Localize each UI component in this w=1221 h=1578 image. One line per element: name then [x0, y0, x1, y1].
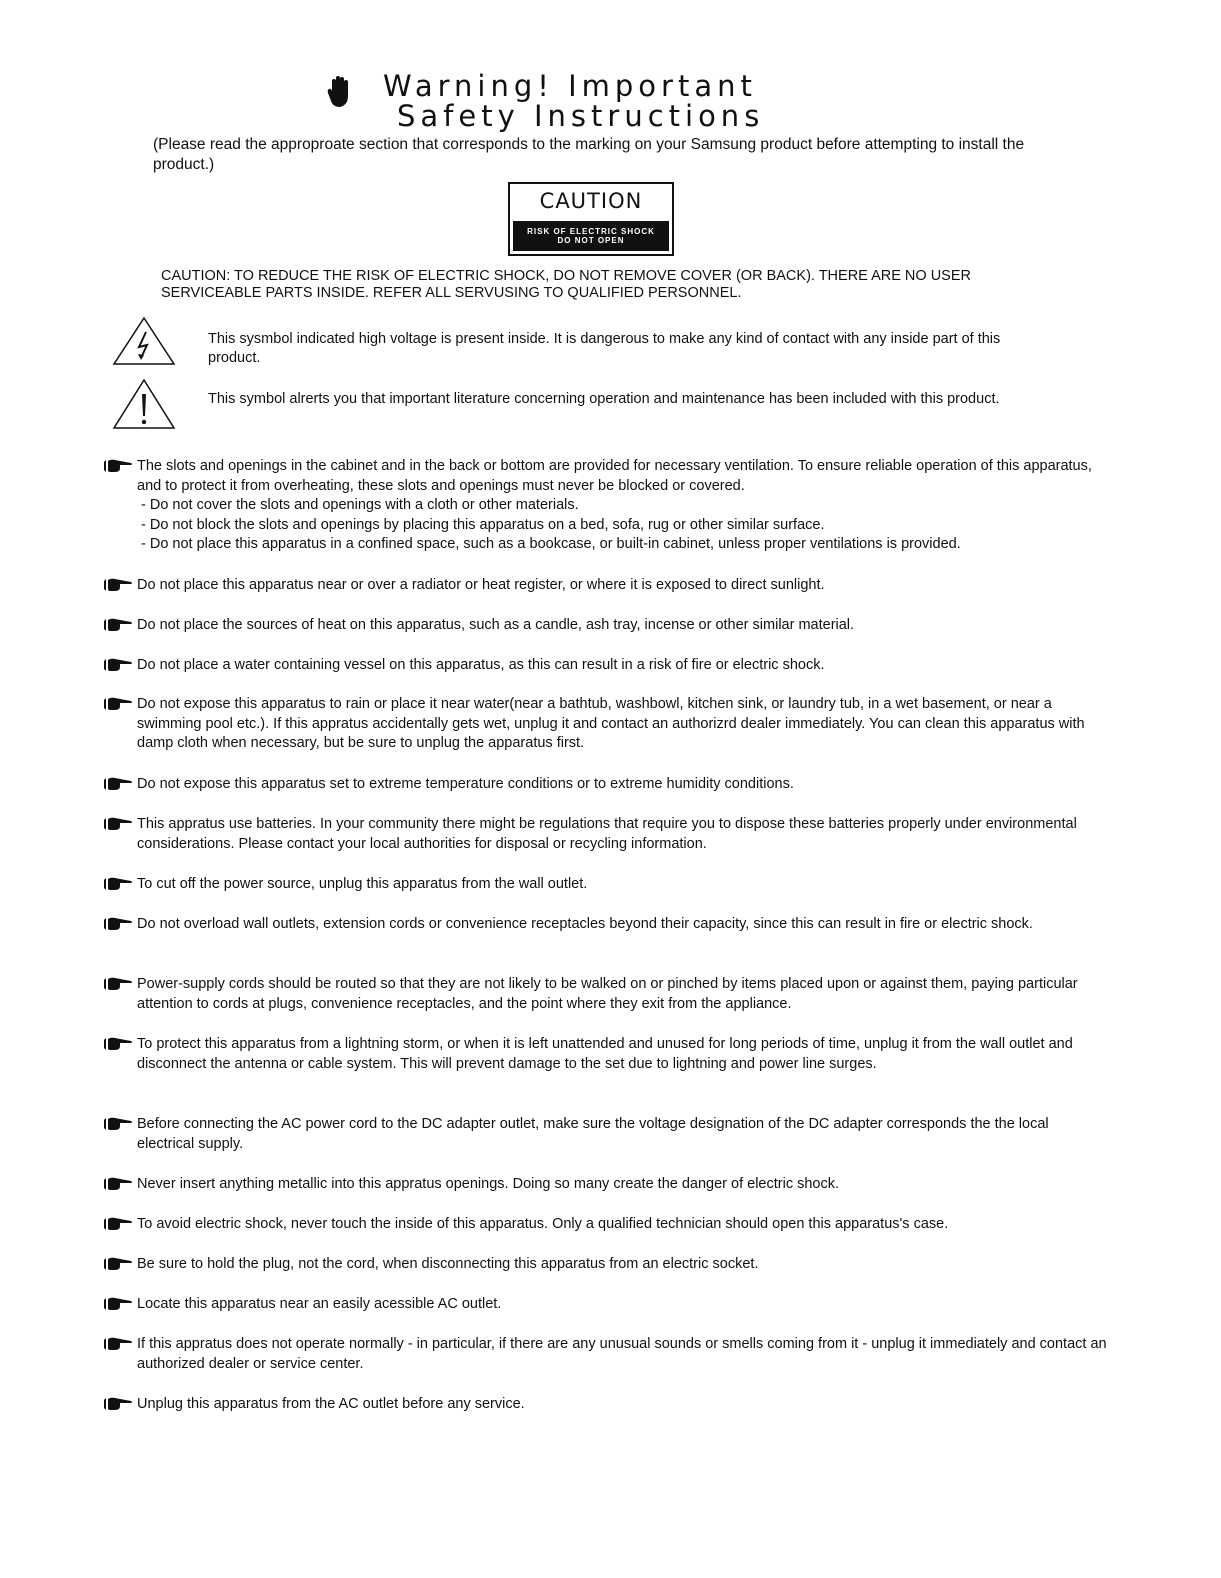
high-voltage-symbol-text: This sysmbol indicated high voltage is present inside. It is dangerous to make any kind of contact with any inside part of this product. — [208, 331, 1001, 366]
list-item-text: Power-supply cords should be routed so that they are not likely to be walked on or pinched by items placed upon or against them, paying particular attention to cords at plugs, convenience receptacles, and the point where they exit from the appliance. — [137, 976, 1078, 1012]
list-item-text: Do not place the sources of heat on this apparatus, such as a candle, ash tray, incense or other similar material. — [137, 617, 855, 633]
pointing-hand-icon — [103, 1397, 133, 1411]
pointing-hand-icon — [103, 917, 133, 931]
caution-label — [508, 182, 674, 256]
list-item-text: Unplug this apparatus from the AC outlet before any service. — [137, 1396, 525, 1412]
pointing-hand-icon — [103, 697, 133, 711]
pointing-hand-icon — [103, 618, 133, 632]
pointing-hand-icon — [103, 459, 133, 473]
caution-word: CAUTION — [539, 189, 643, 213]
stop-hand-icon — [327, 76, 351, 108]
caution-band-line-2: DO NOT OPEN — [557, 236, 625, 245]
pointing-hand-icon — [103, 1337, 133, 1351]
pointing-hand-icon — [103, 877, 133, 891]
intro-text: (Please read the approproate section that corresponds to the marking on your Samsung product before attempting to install the product.) — [153, 136, 1025, 173]
exclamation-symbol-text: This symbol alrerts you that important literature concerning operation and maintenance has been included with this product. — [208, 391, 1000, 407]
pointing-hand-icon — [103, 658, 133, 672]
pointing-hand-icon — [103, 1177, 133, 1191]
list-item-text: Do not place a water containing vessel on this apparatus, as this can result in a risk of fire or electric shock. — [137, 657, 825, 673]
caution-band — [513, 221, 669, 251]
list-item-text: Do not place this apparatus near or over a radiator or heat register, or where it is exposed to direct sunlight. — [137, 577, 825, 593]
list-item-text: To protect this apparatus from a lightning storm, or when it is left unattended and unused for long periods of time, unplug it from the wall outlet and disconnect the antenna or cable system. This will prevent damage to the set due to lightning and power line surges. — [137, 1036, 1073, 1072]
title-line-2: Safety Instructions — [397, 99, 765, 133]
list-item-text: This appratus use batteries. In your community there might be regulations that require you to dispose these batteries properly under environmental considerations. Please contact your local authorities for disposal or recycling information. — [137, 816, 1077, 852]
pointing-hand-icon — [103, 1117, 133, 1131]
sub-list-item: - Do not block the slots and openings by placing this apparatus on a bed, sofa, rug or other similar surface. — [141, 516, 825, 533]
list-item-text: To avoid electric shock, never touch the inside of this apparatus. Only a qualified technician should open this apparatus's case. — [137, 1216, 949, 1232]
list-item-text: Do not overload wall outlets, extension cords or convenience receptacles beyond their capacity, since this can result in fire or electric shock. — [137, 916, 1033, 932]
pointing-hand-icon — [103, 1297, 133, 1311]
list-item-text: If this appratus does not operate normally - in particular, if there are any unusual sounds or smells coming from it - unplug it immediately and contact an authorized dealer or service center. — [137, 1336, 1107, 1372]
pointing-hand-icon — [103, 578, 133, 592]
pointing-hand-icon — [103, 1037, 133, 1051]
list-item-text: Before connecting the AC power cord to the DC adapter outlet, make sure the voltage designation of the DC adapter corresponds the the local electrical supply. — [137, 1116, 1049, 1152]
list-item-text: Locate this apparatus near an easily acessible AC outlet. — [137, 1296, 502, 1312]
list-item-text: Be sure to hold the plug, not the cord, when disconnecting this apparatus from an electric socket. — [137, 1256, 759, 1272]
caution-statement: CAUTION: TO REDUCE THE RISK OF ELECTRIC SHOCK, DO NOT REMOVE COVER (OR BACK). THERE ARE NO USER SERVICEABLE PARTS INSIDE. REFER ALL SERVUSING TO QUALIFIED PERSONNEL. — [161, 268, 971, 301]
sub-list-item: - Do not cover the slots and openings with a cloth or other materials. — [141, 497, 579, 513]
caution-band-line-1: RISK OF ELECTRIC SHOCK — [527, 227, 655, 236]
list-item-text — [137, 457, 1109, 555]
list-item-text: To cut off the power source, unplug this apparatus from the wall outlet. — [137, 876, 588, 892]
pointing-hand-icon — [103, 1257, 133, 1271]
sub-list-item: - Do not place this apparatus in a confined space, such as a bookcase, or built-in cabinet, unless proper ventilations is provided. — [141, 536, 961, 552]
pointing-hand-icon — [103, 977, 133, 991]
exclamation-triangle-icon — [112, 378, 176, 430]
list-item-text: Never insert anything metallic into this appratus openings. Doing so many create the danger of electric shock. — [137, 1176, 840, 1192]
pointing-hand-icon — [103, 1217, 133, 1231]
list-item-body: The slots and openings in the cabinet and in the back or bottom are provided for necessary ventilation. To ensure reliable operation of this apparatus, and to protect it from overheating, these slots and openings must never be blocked or covered. — [137, 458, 1092, 494]
list-item-text: Do not expose this apparatus to rain or place it near water(near a bathtub, washbowl, kitchen sink, or laundry tub, in a wet basement, or near a swimming pool etc.). If this appratus accidentally gets wet, unplug it and contact an authorizrd dealer immediately. You can clean this apparatus with damp cloth when necessary, but be sure to unplug the apparatus first. — [137, 696, 1085, 751]
title-line-1: Warning! Important — [383, 69, 757, 103]
lightning-triangle-icon — [112, 316, 176, 366]
sub-list — [137, 496, 1109, 555]
pointing-hand-icon — [103, 777, 133, 791]
list-item-text: Do not expose this apparatus set to extreme temperature conditions or to extreme humidity conditions. — [137, 776, 794, 792]
pointing-hand-icon — [103, 817, 133, 831]
